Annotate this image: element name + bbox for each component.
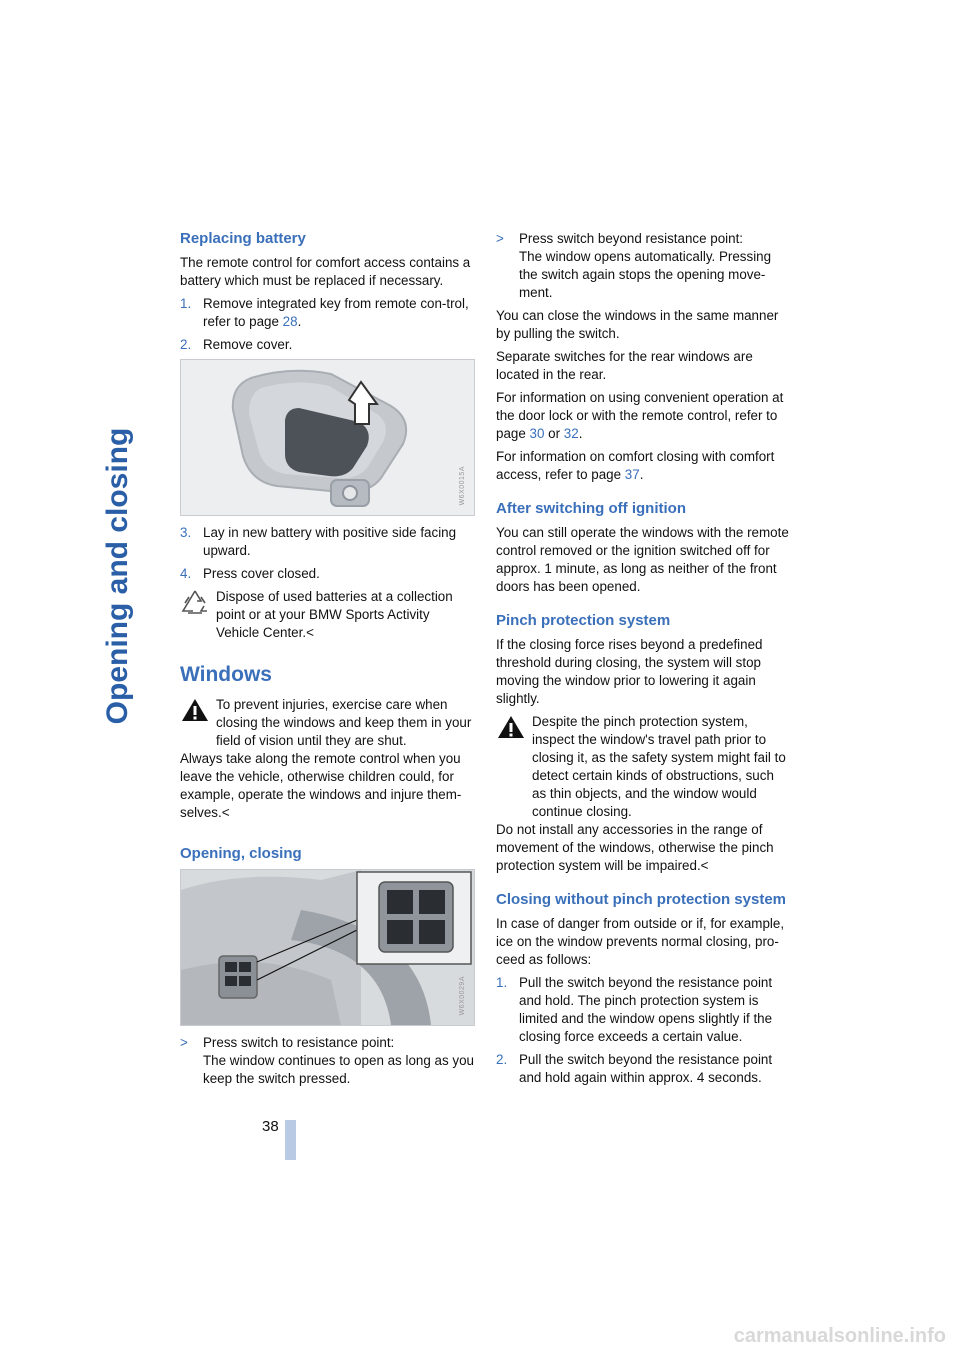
battery-step-1 <box>180 295 475 331</box>
step-number: 2. <box>496 1052 508 1067</box>
footer-watermark: carmanualsonline.info <box>733 1325 946 1347</box>
step-text-end: . <box>297 314 302 329</box>
heading-closing-without: Closing without pinch protection system <box>496 891 787 908</box>
without-step-2 <box>496 1051 791 1087</box>
figure-code: W6X0029A <box>459 975 466 1015</box>
figure-window-switches <box>180 869 475 1026</box>
bullet-mark: > <box>180 1035 188 1050</box>
paragraph-without: In case of danger from outside or if, for example, ice on the window prevents normal closing, pro-ceed as follows: <box>496 916 785 967</box>
warning-icon <box>180 697 210 723</box>
page-link-37[interactable]: 37 <box>624 467 640 482</box>
windows-warning-text-2: Always take along the remote control when you leave the vehicle, otherwise children could, for example, operate the windows and injure them-selves. <box>180 751 462 820</box>
step-number: 4. <box>180 566 192 581</box>
step-number: 1. <box>496 975 508 990</box>
step-number: 3. <box>180 525 192 540</box>
battery-step-2 <box>180 336 475 354</box>
paragraph-close: You can close the windows in the same manner by pulling the switch. <box>496 308 779 341</box>
step-text: Pull the switch beyond the resistance point and hold again within approx. 4 seconds. <box>519 1052 773 1085</box>
bullet-text: Press switch to resistance point: <box>203 1035 395 1050</box>
paragraph-info <box>496 389 791 443</box>
bullet-text: Press switch beyond resistance point: <box>519 231 744 246</box>
heading-pinch-protection: Pinch protection system <box>496 612 671 629</box>
step-text: Remove integrated key from remote con-trol, refer to page <box>203 296 469 329</box>
battery-step-3 <box>180 524 475 560</box>
page-link-28[interactable]: 28 <box>282 314 298 329</box>
paragraph-pinch: If the closing force rises beyond a predefined threshold during closing, the system will stop moving the window prior to lowering it again slightly. <box>496 637 763 706</box>
comfort-end: . <box>639 467 644 482</box>
end-mark: < <box>306 625 314 640</box>
bullet-text-2: The window opens automatically. Pressing the switch again stops the opening move-ment. <box>519 249 772 300</box>
paragraph-separate: Separate switches for the rear windows are located in the rear. <box>496 349 753 382</box>
heading-windows: Windows <box>180 663 272 686</box>
page-link-30[interactable]: 30 <box>529 426 545 441</box>
chapter-title: Opening and closing <box>101 427 134 725</box>
page-link-32[interactable]: 32 <box>563 426 579 441</box>
left-column <box>180 230 475 1093</box>
warning-icon <box>496 714 526 740</box>
figure-code: W6X0015A <box>459 465 466 505</box>
windows-warning <box>180 696 475 822</box>
figure-remote-key <box>180 359 475 516</box>
step-text: Remove cover. <box>203 337 293 352</box>
without-step-1 <box>496 974 791 1046</box>
bullet-text-2: The window continues to open as long as you keep the switch pressed. <box>203 1053 474 1086</box>
heading-opening-closing: Opening, closing <box>180 845 302 862</box>
step-number: 1. <box>180 296 192 311</box>
bullet-press-resistance <box>180 1034 475 1088</box>
recycle-text: Dispose of used batteries at a collection point or at your BMW Sports Activity Vehicle Center. <box>216 589 453 640</box>
info-text: For information on using convenient operation at the door lock or with the remote control, refer to page <box>496 390 784 441</box>
end-mark: < <box>700 858 709 873</box>
paragraph-replacing: The remote control for comfort access contains a battery which must be replaced if necessary. <box>180 255 471 288</box>
step-text: Pull the switch beyond the resistance point and hold. The pinch protection system is limited and the window opens slightly if the closing force exceeds a certain value. <box>519 975 773 1044</box>
window-switch-illustration <box>181 870 474 1025</box>
windows-warning-text-1: To prevent injuries, exercise care when closing the windows and keep them in your field of vision until they are shut. <box>216 697 472 748</box>
comfort-text: For information on comfort closing with comfort access, refer to page <box>496 449 775 482</box>
page-bar <box>285 1120 296 1160</box>
pinch-warning-text-1: Despite the pinch protection system, inspect the window's travel path prior to closing it, as the safety system might fail to detect certain kinds of obstructions, such as thin objects, and the window would continue closing. <box>532 714 786 819</box>
heading-replacing-battery: Replacing battery <box>180 230 306 247</box>
heading-after-ignition: After switching off ignition <box>496 500 686 517</box>
recycle-notice <box>180 588 475 642</box>
pinch-warning <box>496 713 791 875</box>
info-or: or <box>544 426 564 441</box>
info-end: . <box>578 426 583 441</box>
remote-key-illustration <box>181 360 474 515</box>
right-column <box>496 230 791 1092</box>
pinch-warning-text-2: Do not install any accessories in the range of movement of the windows, otherwise the pinch protection system will be impaired. <box>496 822 774 873</box>
side-tab <box>0 226 134 1126</box>
end-mark: < <box>221 805 230 820</box>
step-text: Press cover closed. <box>203 566 320 581</box>
paragraph-comfort <box>496 448 791 484</box>
bullet-mark: > <box>496 231 504 246</box>
page-number: 38 <box>262 1118 279 1135</box>
step-text: Lay in new battery with positive side facing upward. <box>203 525 457 558</box>
step-number: 2. <box>180 337 192 352</box>
bullet-press-beyond <box>496 230 791 302</box>
battery-step-4 <box>180 565 475 583</box>
recycle-icon <box>180 589 210 615</box>
paragraph-after: You can still operate the windows with the remote control removed or the ignition switched off for approx. 1 minute, as long as neither of the front doors has been opened. <box>496 525 789 594</box>
